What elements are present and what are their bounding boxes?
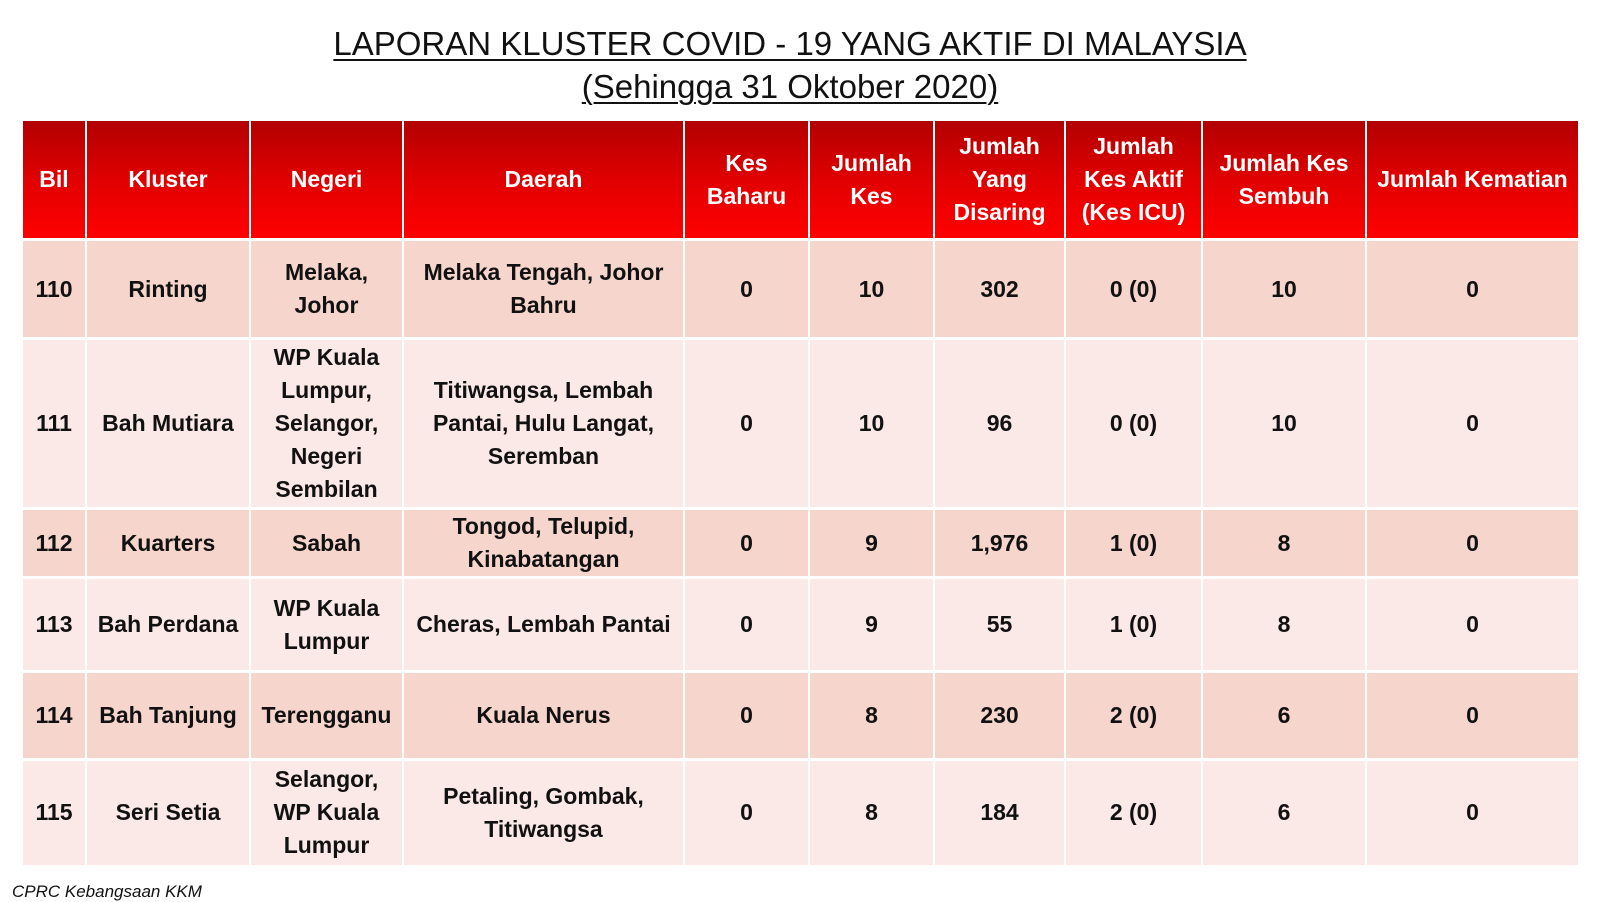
cell-kematian: 0 (1366, 760, 1578, 865)
cell-negeri: Melaka, Johor (250, 240, 403, 339)
header-jumlah-disaring: Jumlah Yang Disaring (934, 121, 1065, 240)
table-row (23, 578, 1578, 672)
cell-kes-sembuh: 10 (1202, 339, 1366, 509)
cell-negeri: WP Kuala Lumpur (250, 578, 403, 672)
cell-kes-baharu: 0 (684, 509, 809, 578)
cell-jumlah-disaring: 55 (934, 578, 1065, 672)
table-row (23, 339, 1578, 509)
cell-kes-sembuh: 8 (1202, 509, 1366, 578)
cell-bil: 115 (23, 760, 86, 865)
cell-daerah: Petaling, Gombak, Titiwangsa (403, 760, 684, 865)
cell-kluster: Kuarters (86, 509, 250, 578)
table-row (23, 760, 1578, 865)
cell-kematian: 0 (1366, 240, 1578, 339)
header-row (23, 121, 1578, 240)
cell-kluster: Bah Mutiara (86, 339, 250, 509)
header-kes-sembuh: Jumlah Kes Sembuh (1202, 121, 1366, 240)
cell-jumlah-kes: 8 (809, 760, 934, 865)
cell-daerah: Cheras, Lembah Pantai (403, 578, 684, 672)
header-daerah: Daerah (403, 121, 684, 240)
title-line-2: (Sehingga 31 Oktober 2020) (581, 68, 999, 105)
cell-kes-aktif: 0 (0) (1065, 240, 1202, 339)
cell-jumlah-kes: 8 (809, 672, 934, 760)
cell-kes-aktif: 2 (0) (1065, 672, 1202, 760)
cell-bil: 114 (23, 672, 86, 760)
header-jumlah-kes: Jumlah Kes (809, 121, 934, 240)
header-kluster: Kluster (86, 121, 250, 240)
header-negeri: Negeri (250, 121, 403, 240)
cell-jumlah-disaring: 1,976 (934, 509, 1065, 578)
cell-kematian: 0 (1366, 339, 1578, 509)
cell-kes-baharu: 0 (684, 240, 809, 339)
cell-kes-aktif: 0 (0) (1065, 339, 1202, 509)
cell-jumlah-kes: 9 (809, 578, 934, 672)
cell-kes-aktif: 1 (0) (1065, 578, 1202, 672)
cluster-table (23, 121, 1578, 865)
cell-daerah: Titiwangsa, Lembah Pantai, Hulu Langat, Seremban (403, 339, 684, 509)
cell-negeri: Selangor, WP Kuala Lumpur (250, 760, 403, 865)
cell-jumlah-kes: 9 (809, 509, 934, 578)
table-row (23, 672, 1578, 760)
cell-bil: 110 (23, 240, 86, 339)
report-title (0, 22, 1580, 108)
cell-daerah: Melaka Tengah, Johor Bahru (403, 240, 684, 339)
header-bil: Bil (23, 121, 86, 240)
header-kematian: Jumlah Kematian (1366, 121, 1578, 240)
cell-daerah: Kuala Nerus (403, 672, 684, 760)
cell-kluster: Bah Tanjung (86, 672, 250, 760)
cell-kematian: 0 (1366, 672, 1578, 760)
cell-kes-baharu: 0 (684, 760, 809, 865)
cell-daerah: Tongod, Telupid, Kinabatangan (403, 509, 684, 578)
cell-negeri: Sabah (250, 509, 403, 578)
cell-kes-aktif: 1 (0) (1065, 509, 1202, 578)
cell-bil: 111 (23, 339, 86, 509)
header-kes-baharu: Kes Baharu (684, 121, 809, 240)
cell-jumlah-disaring: 230 (934, 672, 1065, 760)
header-kes-aktif: Jumlah Kes Aktif (Kes ICU) (1065, 121, 1202, 240)
cell-jumlah-disaring: 96 (934, 339, 1065, 509)
cell-kes-sembuh: 8 (1202, 578, 1366, 672)
cell-jumlah-kes: 10 (809, 339, 934, 509)
cell-kluster: Bah Perdana (86, 578, 250, 672)
cell-bil: 112 (23, 509, 86, 578)
cell-kes-baharu: 0 (684, 339, 809, 509)
cell-kematian: 0 (1366, 509, 1578, 578)
cell-jumlah-kes: 10 (809, 240, 934, 339)
cell-kluster: Rinting (86, 240, 250, 339)
source-note: CPRC Kebangsaan KKM (12, 882, 202, 901)
cell-kes-sembuh: 6 (1202, 760, 1366, 865)
cell-kes-aktif: 2 (0) (1065, 760, 1202, 865)
cell-kluster: Seri Setia (86, 760, 250, 865)
table-row (23, 240, 1578, 339)
cell-jumlah-disaring: 184 (934, 760, 1065, 865)
cell-kes-sembuh: 6 (1202, 672, 1366, 760)
cell-negeri: WP Kuala Lumpur, Selangor, Negeri Sembilan (250, 339, 403, 509)
cell-kematian: 0 (1366, 578, 1578, 672)
cell-kes-baharu: 0 (684, 578, 809, 672)
table-row (23, 509, 1578, 578)
cell-bil: 113 (23, 578, 86, 672)
cell-jumlah-disaring: 302 (934, 240, 1065, 339)
cell-kes-baharu: 0 (684, 672, 809, 760)
title-line-1: LAPORAN KLUSTER COVID - 19 YANG AKTIF DI MALAYSIA (333, 25, 1247, 62)
cell-kes-sembuh: 10 (1202, 240, 1366, 339)
cell-negeri: Terengganu (250, 672, 403, 760)
